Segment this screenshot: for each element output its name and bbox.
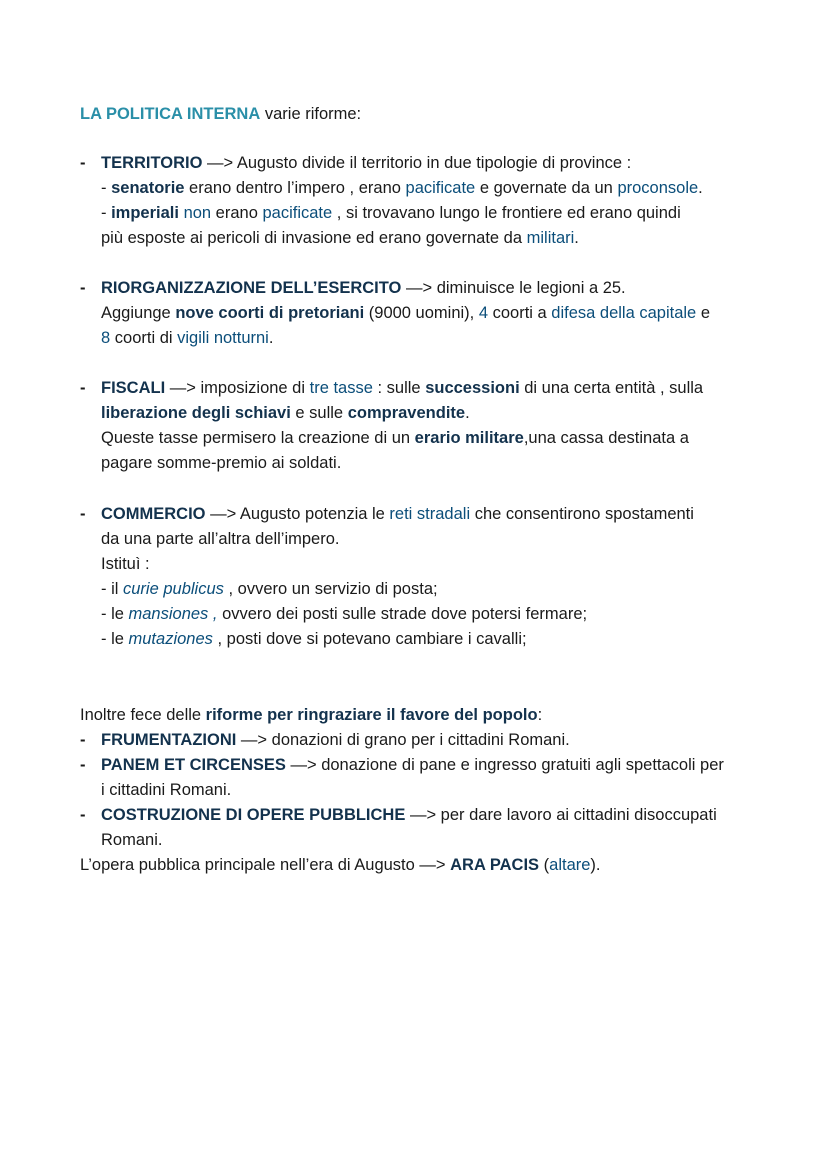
final-line xyxy=(80,853,601,878)
text: (9000 uomini), xyxy=(364,304,479,322)
text: —> Augusto potenzia le xyxy=(205,505,390,523)
text: di una certa entità , sulla xyxy=(519,379,704,397)
heading-title: LA POLITICA INTERNA xyxy=(80,105,261,123)
text: Romani. xyxy=(101,831,163,849)
text: ( xyxy=(539,856,550,874)
opere-line-2 xyxy=(101,828,162,853)
text: . xyxy=(698,179,703,197)
text: : xyxy=(537,706,543,724)
term-compravendite: compravendite xyxy=(347,404,466,422)
bullet-dash: - xyxy=(80,505,86,523)
text: da una parte all’altra dell’impero. xyxy=(101,530,340,548)
term-successioni: successioni xyxy=(425,379,520,397)
term-non: non xyxy=(183,204,212,222)
territorio-line-2 xyxy=(101,176,703,201)
text: , si trovavano lungo le frontiere ed erano quindi xyxy=(332,204,681,222)
fiscali-line-2 xyxy=(101,401,470,426)
text: . xyxy=(574,229,579,247)
text: i cittadini Romani. xyxy=(101,781,232,799)
term-tre-tasse: tre tasse xyxy=(309,379,373,397)
territorio-line-4 xyxy=(101,226,579,251)
commercio-line-3 xyxy=(101,552,150,577)
text: , ovvero un servizio di posta; xyxy=(223,580,438,598)
term-militari: militari xyxy=(526,229,575,247)
term-mansiones: mansiones , xyxy=(128,605,218,623)
text: e governate da un xyxy=(475,179,618,197)
commercio-label: COMMERCIO xyxy=(101,505,206,523)
text: —> donazione di pane e ingresso gratuiti agli spettacoli per xyxy=(285,756,724,774)
text: erano xyxy=(211,204,263,222)
text: che consentirono spostamenti xyxy=(470,505,694,523)
opere-line-1 xyxy=(101,803,717,828)
territorio-line-1 xyxy=(101,151,631,176)
panem-line-1 xyxy=(101,753,724,778)
esercito-label: RIORGANIZZAZIONE DELL’ESERCITO xyxy=(101,279,402,297)
text: coorti a xyxy=(488,304,552,322)
bullet-dash: - xyxy=(80,379,86,397)
term-mutaziones: mutaziones xyxy=(128,630,213,648)
territorio-line-3 xyxy=(101,201,681,226)
term-altare: altare xyxy=(549,856,591,874)
term-difesa: difesa della capitale xyxy=(551,304,697,322)
fiscali-label: FISCALI xyxy=(101,379,166,397)
text: . xyxy=(268,329,274,347)
bullet-dash: - xyxy=(80,154,86,172)
term-pretoriani: nove coorti di pretoriani xyxy=(175,304,365,322)
term-riforme: riforme per ringraziare il favore del popolo xyxy=(205,706,538,724)
popolo-intro xyxy=(80,703,542,728)
territorio-label: TERRITORIO xyxy=(101,154,203,172)
term-number: 4 xyxy=(478,304,489,322)
term-ara-pacis: ARA PACIS xyxy=(450,856,540,874)
frumentazioni-label: FRUMENTAZIONI xyxy=(101,731,237,749)
fiscali-line-4 xyxy=(101,451,341,476)
text: : sulle xyxy=(372,379,426,397)
term-senatorie: senatorie xyxy=(111,179,185,197)
commercio-line-2 xyxy=(101,527,339,552)
esercito-line-2 xyxy=(101,301,710,326)
text: , posti dove si potevano cambiare i cavalli; xyxy=(212,630,527,648)
text: - il xyxy=(101,580,123,598)
text: ovvero dei posti sulle strade dove potersi fermare; xyxy=(217,605,588,623)
commercio-line-4 xyxy=(101,577,438,602)
term-erario: erario militare xyxy=(414,429,524,447)
term-pacificate: pacificate xyxy=(405,179,476,197)
text: —> donazioni di grano per i cittadini Romani. xyxy=(236,731,570,749)
commercio-line-1 xyxy=(101,502,694,527)
term-number: 8 xyxy=(101,329,111,347)
text: —> per dare lavoro ai cittadini disoccupati xyxy=(405,806,717,824)
term-vigili: vigili notturni xyxy=(177,329,269,347)
frumentazioni-line xyxy=(101,728,570,753)
heading-rest: varie riforme: xyxy=(260,105,362,123)
bullet-dash: - xyxy=(80,756,86,774)
text: —> imposizione di xyxy=(165,379,310,397)
text: Istituì : xyxy=(101,555,150,573)
text: . xyxy=(465,404,470,422)
fiscali-line-3 xyxy=(101,426,689,451)
term-liberazione: liberazione degli schiavi xyxy=(101,404,291,422)
text: e sulle xyxy=(290,404,348,422)
term-imperiali: imperiali xyxy=(111,204,179,222)
text: e xyxy=(696,304,710,322)
bullet-dash: - xyxy=(80,731,86,749)
text: Aggiunge xyxy=(101,304,176,322)
term-reti-stradali: reti stradali xyxy=(389,505,471,523)
term-curie-publicus: curie publicus xyxy=(123,580,224,598)
text: - le xyxy=(101,630,129,648)
text: coorti di xyxy=(110,329,178,347)
text: Queste tasse permisero la creazione di un xyxy=(101,429,415,447)
opere-label: COSTRUZIONE DI OPERE PUBBLICHE xyxy=(101,806,406,824)
text: - le xyxy=(101,605,129,623)
bullet-dash: - xyxy=(80,806,86,824)
section-heading xyxy=(80,102,361,127)
text: - xyxy=(101,179,112,197)
text: erano dentro l’impero , erano xyxy=(184,179,406,197)
text: più esposte ai pericoli di invasione ed erano governate da xyxy=(101,229,527,247)
commercio-line-5 xyxy=(101,602,587,627)
text: ,una cassa destinata a xyxy=(523,429,689,447)
text: Inoltre fece delle xyxy=(80,706,206,724)
esercito-line-3 xyxy=(101,326,273,351)
text: L’opera pubblica principale nell’era di Augusto —> xyxy=(80,856,451,874)
bullet-dash: - xyxy=(80,279,86,297)
territorio-text: —> Augusto divide il territorio in due tipologie di province : xyxy=(202,154,632,172)
term-proconsole: proconsole xyxy=(617,179,699,197)
esercito-line-1 xyxy=(101,276,626,301)
text: - xyxy=(101,204,112,222)
text: —> diminuisce le legioni a 25. xyxy=(401,279,626,297)
panem-line-2 xyxy=(101,778,231,803)
fiscali-line-1 xyxy=(101,376,703,401)
text: ). xyxy=(590,856,601,874)
panem-label: PANEM ET CIRCENSES xyxy=(101,756,286,774)
term-pacificate: pacificate xyxy=(262,204,333,222)
text: pagare somme-premio ai soldati. xyxy=(101,454,342,472)
commercio-line-6 xyxy=(101,627,527,652)
